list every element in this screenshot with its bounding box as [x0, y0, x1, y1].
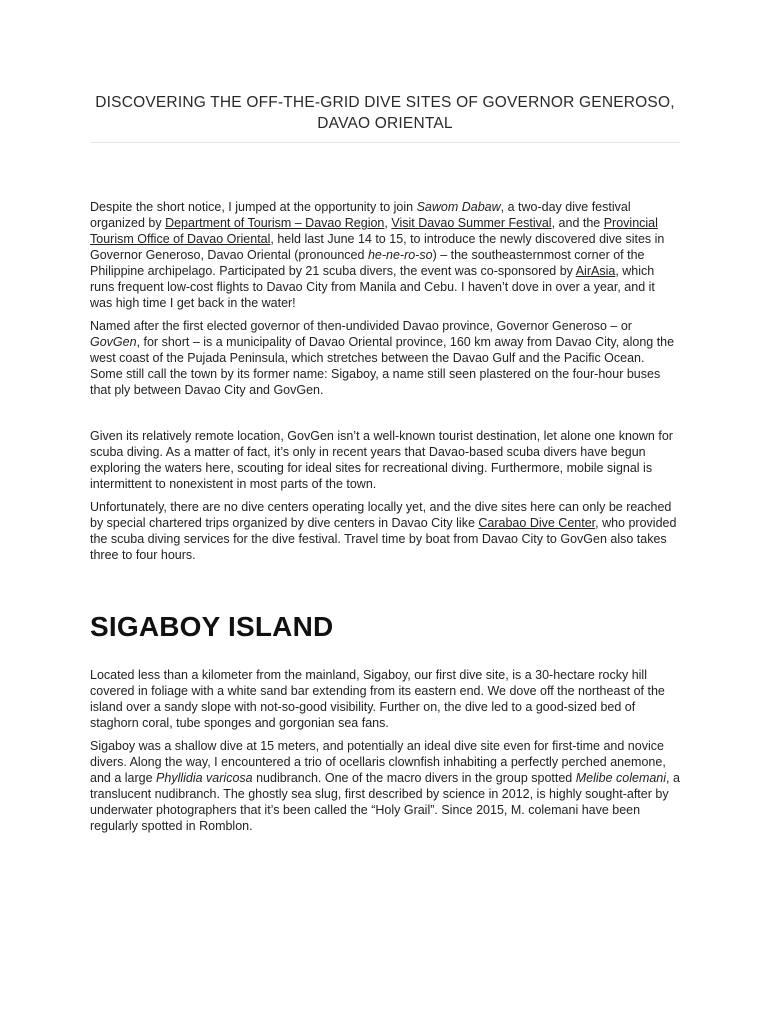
link-department-of-tourism[interactable]: Department of Tourism – Davao Region [165, 216, 385, 230]
paragraph-dive-centers [90, 499, 680, 563]
link-airasia[interactable]: AirAsia [575, 264, 616, 278]
species-name: Melibe colemani [575, 771, 667, 785]
text-run: , which runs frequent low-cost flights to Davao City from Manila and Cebu. I haven’t dove in over a year, and it was high time I get back in the water! [90, 264, 655, 310]
text-run: , a translucent nudibranch. The ghostly sea slug, first described by science in 2012, is highly sought-after by underwater photographers that it’s been called the “Holy Grail”. Since 2015, M. colemani have been regularly spotted in Romblon. [90, 771, 680, 833]
link-provincial-tourism-office[interactable]: Provincial Tourism Office of Davao Oriental [90, 216, 658, 246]
paragraph-history [90, 318, 680, 398]
article-title: DISCOVERING THE OFF-THE-GRID DIVE SITES OF GOVERNOR GENEROSO, DAVAO ORIENTAL [90, 92, 680, 143]
text-run: , [384, 216, 392, 230]
town-nickname: GovGen [90, 335, 137, 349]
text-run: Named after the first elected governor of then-undivided Davao province, Governor Generoso – or [90, 319, 632, 333]
text-run: Despite the short notice, I jumped at the opportunity to join [90, 200, 417, 214]
link-carabao-dive-center[interactable]: Carabao Dive Center [478, 516, 596, 530]
text-run: , and the [551, 216, 604, 230]
species-name: Phyllidia varicosa [156, 771, 253, 785]
article [90, 92, 680, 841]
link-visit-davao-summer-festival[interactable]: Visit Davao Summer Festival [391, 216, 552, 230]
text-run: , a two-day dive festival organized by [90, 200, 631, 230]
section-heading: SIGABOY ISLAND [90, 611, 334, 642]
text-run: nudibranch. One of the macro divers in the group spotted [252, 771, 576, 785]
article-body [90, 199, 680, 834]
text-run: , held last June 14 to 15, to introduce the newly discovered dive sites in Governor Generoso, Davao Oriental (pronounced [90, 232, 665, 262]
pronunciation: he-ne-ro-so [367, 248, 433, 262]
text-run: Sigaboy was a shallow dive at 15 meters, and potentially an ideal dive site even for first-time and novice divers. Along the way, I encountered a trio of ocellaris clownfish inhabiting a perfectly perched anemone, and a large [90, 739, 666, 785]
paragraph-location: Given its relatively remote location, GovGen isn’t a well-known tourist destination, let alone one known for scuba diving. As a matter of fact, it’s only in recent years that Davao-based scuba divers have begun exploring the waters here, scouting for ideal sites for recreational diving. Furthermore, mobile signal is intermittent to nonexistent in most parts of the town. [90, 429, 673, 491]
paragraph-intro [90, 199, 680, 311]
text-run: Unfortunately, there are no dive centers operating locally yet, and the dive sites here can only be reached by special chartered trips organized by dive centers in Davao City like [90, 500, 672, 530]
text-run: , for short – is a municipality of Davao Oriental province, 160 km away from Davao City, along the west coast of the Pujada Peninsula, which stretches between the Davao Gulf and the Pacific Ocean. Some still call the town by its former name: Sigaboy, a name still seen plastered on the four-hour buses that ply between Davao City and GovGen. [90, 335, 675, 397]
event-name: Sawom Dabaw [416, 200, 501, 214]
text-run: ) – the southeasternmost corner of the Philippine archipelago. Participated by 21 scuba divers, the event was co-sponsored by [90, 248, 645, 278]
text-run: , who provided the scuba diving services for the dive festival. Travel time by boat from Davao City to GovGen also takes three to four hours. [90, 516, 677, 562]
paragraph-sigaboy-location: Located less than a kilometer from the mainland, Sigaboy, our first dive site, is a 30-hectare rocky hill covered in foliage with a white sand bar extending from its eastern end. We dove off the northeast of the island over a sandy slope with not-so-good visibility. Further on, the dive led to a good-sized bed of staghorn coral, tube sponges and gorgonian sea fans. [90, 668, 665, 730]
paragraph-sigaboy-dive [90, 738, 680, 834]
